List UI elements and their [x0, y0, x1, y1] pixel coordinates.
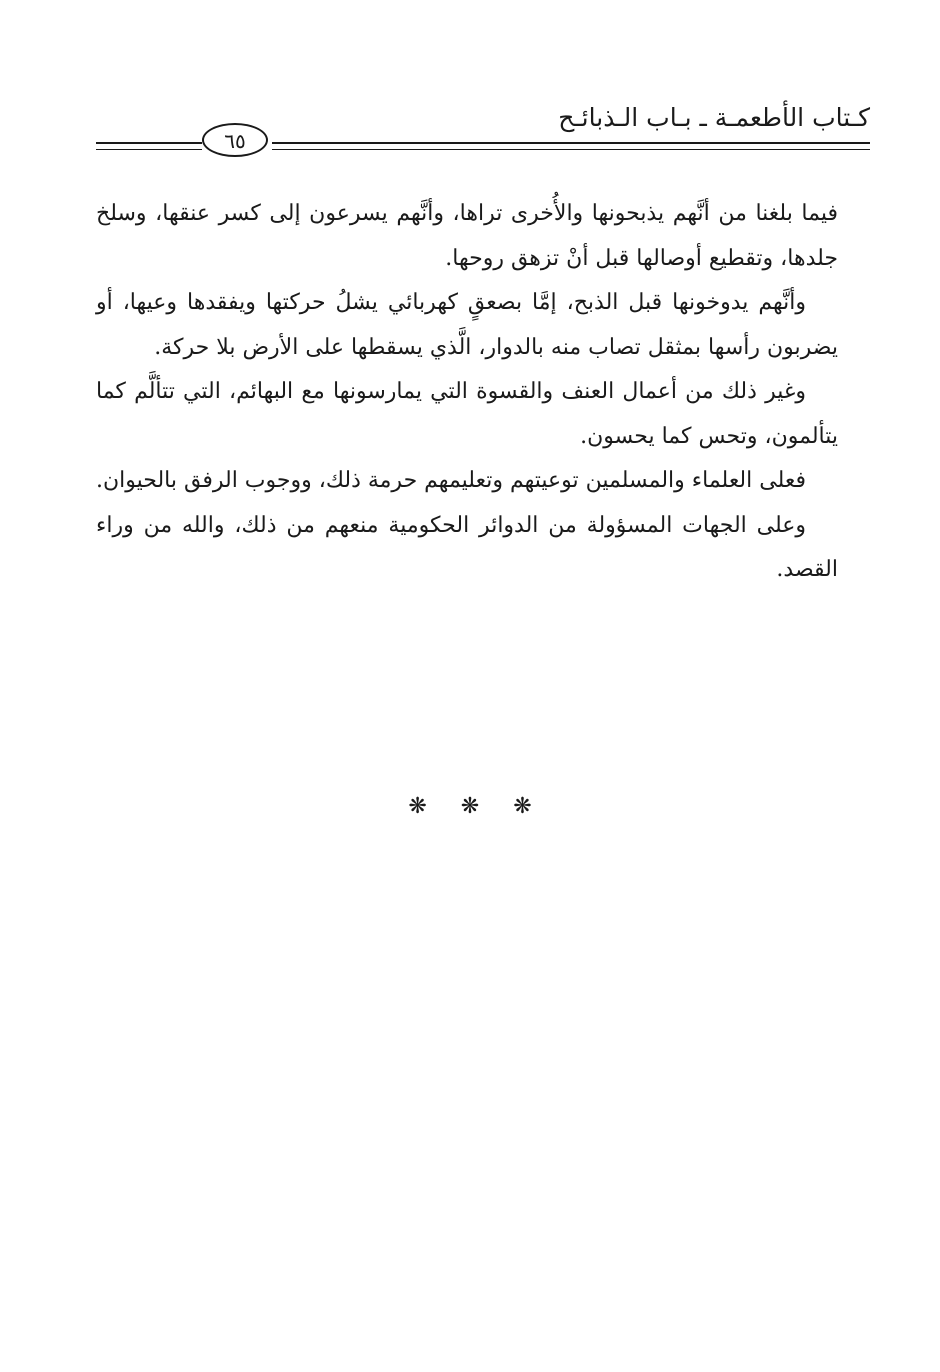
header-rule-right-thick [272, 142, 870, 144]
page-header [96, 98, 870, 158]
paragraph: وغير ذلك من أعمال العنف والقسوة التي يمارسونها مع البهائم، التي تتألَّم كما يتألمون، وتحس كما يحسون. [96, 379, 838, 449]
header-rule-left-thick [96, 142, 202, 144]
header-rule-left-thin [96, 149, 202, 150]
body-text [96, 192, 838, 593]
running-title: كـتاب الأطعمـة ـ بـاب الـذبائـح [558, 103, 870, 132]
section-separator [0, 792, 940, 822]
paragraph: وعلى الجهات المسؤولة من الدوائر الحكومية منعهم من ذلك، والله من وراء القصد. [96, 512, 838, 582]
asterism-icon: ❋ [408, 794, 427, 819]
paragraph: وأنَّهم يدوخونها قبل الذبح، إمَّا بصعقٍ كهربائي يشلُ حركتها ويفقدها وعيها، أو يضربون رأسها بمثقل تصاب منه بالدوار، الَّذي يسقطها على الأرض بلا حركة. [96, 290, 838, 360]
page-number: ٦٥ [202, 123, 268, 157]
asterism-icon: ❋ [460, 794, 480, 819]
paragraph: فيما بلغنا من أنَّهم يذبحونها والأُخرى تراها، وأنَّهم يسرعون إلى كسر عنقها، وسلخ جلدها، وتقطيع أوصالها قبل أنْ تزهق روحها. [96, 201, 838, 271]
paragraph: فعلى العلماء والمسلمين توعيتهم وتعليمهم حرمة ذلك، ووجوب الرفق بالحيوان. [96, 468, 806, 493]
header-rule-right-thin [272, 149, 870, 150]
asterism-icon: ❋ [513, 794, 532, 819]
